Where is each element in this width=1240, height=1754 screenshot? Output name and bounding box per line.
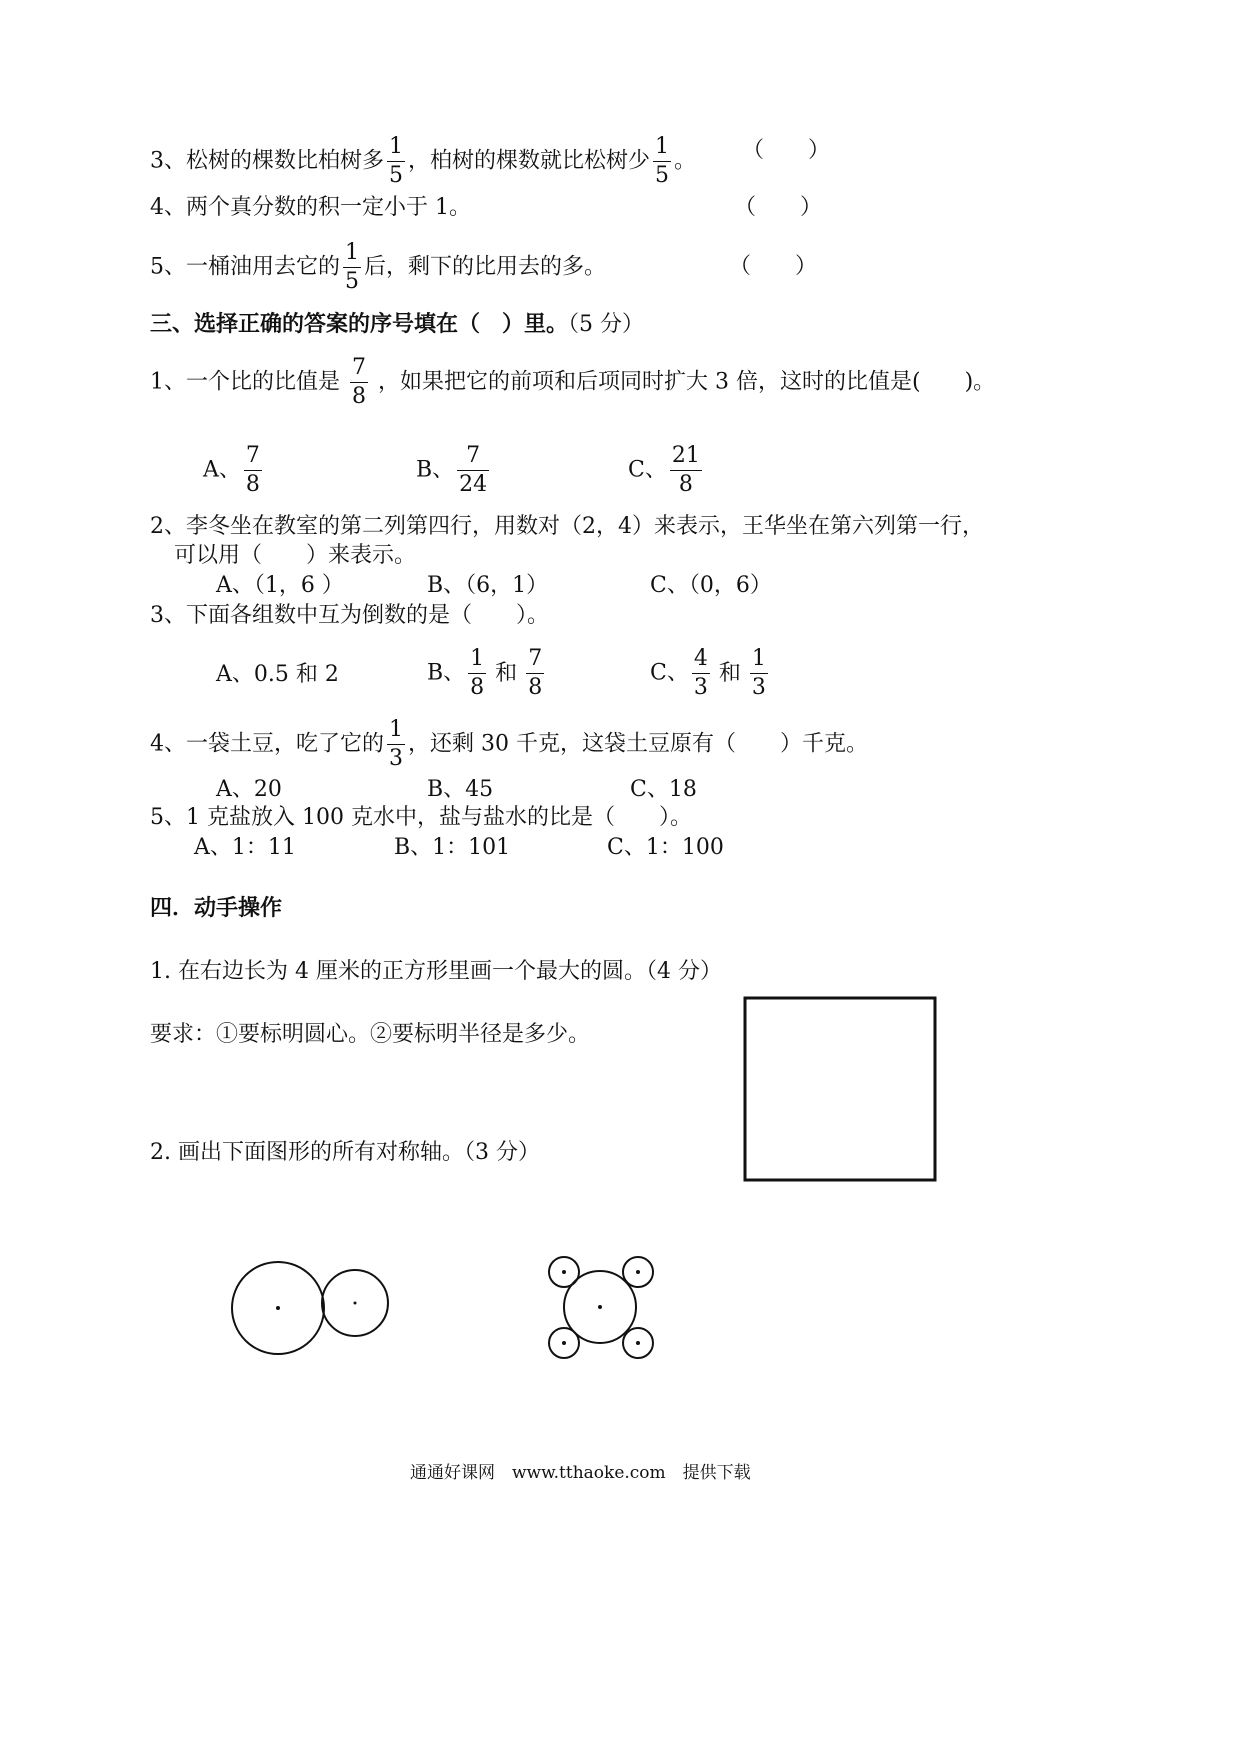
answer-paren[interactable]: （ ）	[734, 195, 823, 220]
denominator: 8	[245, 472, 260, 497]
denominator: 8	[352, 384, 366, 409]
and-word: 和	[718, 660, 741, 686]
s4-q2: 2. 画出下面图形的所有对称轴。（3 分）	[150, 1140, 540, 1165]
s4-q1: 1. 在右边长为 4 厘米的正方形里画一个最大的圆。（4 分）	[150, 959, 722, 984]
footer-credit: 通通好课网 www.tthaoke.com 提供下载	[410, 1463, 751, 1483]
s3-q5-option-a[interactable]: A、1：11	[194, 835, 296, 860]
s3-q2-line2: 可以用（ ）来表示。	[174, 543, 417, 568]
option-label: C、	[628, 457, 667, 483]
center-dot	[354, 1302, 357, 1305]
center-dot	[636, 1341, 640, 1345]
section3-score: （5 分）	[568, 312, 645, 337]
judge-q5-end: 后，剩下的比用去的多。	[364, 254, 607, 280]
numerator: 1	[655, 134, 670, 159]
option-label: C、	[650, 660, 689, 686]
section3-title: 三、选择正确的答案的序号填在（ ）里。	[150, 312, 569, 337]
numerator: 1	[751, 646, 766, 671]
figure-five-circles[interactable]	[549, 1257, 653, 1358]
s3-q2-line1: 2、李冬坐在教室的第二列第四行，用数对（2，4）来表示，王华坐在第六列第一行，	[150, 514, 984, 539]
numerator: 21	[671, 443, 700, 468]
numerator: 1	[470, 646, 485, 671]
denominator: 8	[670, 470, 702, 496]
denominator: 5	[389, 163, 403, 188]
denominator: 3	[751, 675, 766, 700]
numerator: 7	[466, 443, 481, 468]
s3-q4-option-a[interactable]: A、20	[216, 777, 282, 802]
s3-q4-end: ，还剩 30 千克，这袋土豆原有（ ）千克。	[408, 731, 868, 757]
center-dot	[636, 1270, 640, 1274]
s3-q1-text: 1、一个比的比值是	[150, 369, 340, 395]
denominator: 8	[528, 675, 543, 700]
s3-q2-option-a[interactable]: A、（1，6 ）	[216, 573, 344, 598]
numerator: 4	[693, 646, 708, 671]
drawing-square[interactable]	[745, 998, 935, 1180]
center-dot	[562, 1270, 566, 1274]
s3-q4-option-b[interactable]: B、45	[427, 777, 494, 802]
denominator: 3	[693, 675, 708, 700]
figure-two-circles[interactable]	[232, 1262, 388, 1354]
numerator: 7	[245, 443, 260, 468]
numerator: 7	[352, 355, 366, 380]
numerator: 1	[345, 240, 359, 265]
numerator: 1	[389, 717, 403, 742]
denominator: 5	[345, 269, 359, 294]
and-word: 和	[495, 660, 518, 686]
numerator: 7	[528, 646, 543, 671]
answer-paren[interactable]: （ ）	[742, 138, 831, 163]
judge-q4: 4、两个真分数的积一定小于 1。	[150, 195, 471, 220]
s3-q2-option-b[interactable]: B、（6，1）	[427, 573, 549, 598]
s4-requirement: 要求：①要标明圆心。②要标明半径是多少。	[150, 1022, 591, 1047]
s3-q5-option-c[interactable]: C、1：100	[607, 835, 724, 860]
option-label: B、	[416, 457, 455, 483]
numerator: 1	[389, 134, 403, 159]
s3-q3-option-a[interactable]: A、0.5 和 2	[216, 662, 339, 687]
denominator: 5	[655, 163, 670, 188]
center-dot	[562, 1341, 566, 1345]
denominator: 24	[459, 472, 488, 497]
judge-q3-end: 。	[674, 148, 697, 174]
s3-q5: 5、1 克盐放入 100 克水中，盐与盐水的比是（ ）。	[150, 805, 692, 830]
s3-q5-option-b[interactable]: B、1：101	[394, 835, 511, 860]
center-dot	[598, 1305, 602, 1309]
option-label: A、	[203, 457, 241, 483]
option-label: B、	[427, 660, 466, 686]
section4-title: 四．动手操作	[150, 896, 283, 921]
denominator: 8	[470, 675, 485, 700]
s3-q4-option-c[interactable]: C、18	[630, 777, 697, 802]
judge-q3-text: 3、松树的棵数比柏树多	[150, 148, 384, 174]
s3-q4-text: 4、一袋土豆，吃了它的	[150, 731, 384, 757]
center-dot	[276, 1306, 280, 1310]
s3-q1-end: ，如果把它的前项和后项同时扩大 3 倍，这时的比值是( )。	[378, 369, 996, 395]
denominator: 3	[389, 746, 403, 771]
s3-q2-option-c[interactable]: C、（0，6）	[650, 573, 772, 598]
s3-q3: 3、下面各组数中互为倒数的是（ ）。	[150, 603, 549, 628]
judge-q5-text: 5、一桶油用去它的	[150, 254, 340, 280]
judge-q3-mid: ，柏树的棵数就比松树少	[408, 148, 651, 174]
answer-paren[interactable]: （ ）	[729, 254, 818, 279]
